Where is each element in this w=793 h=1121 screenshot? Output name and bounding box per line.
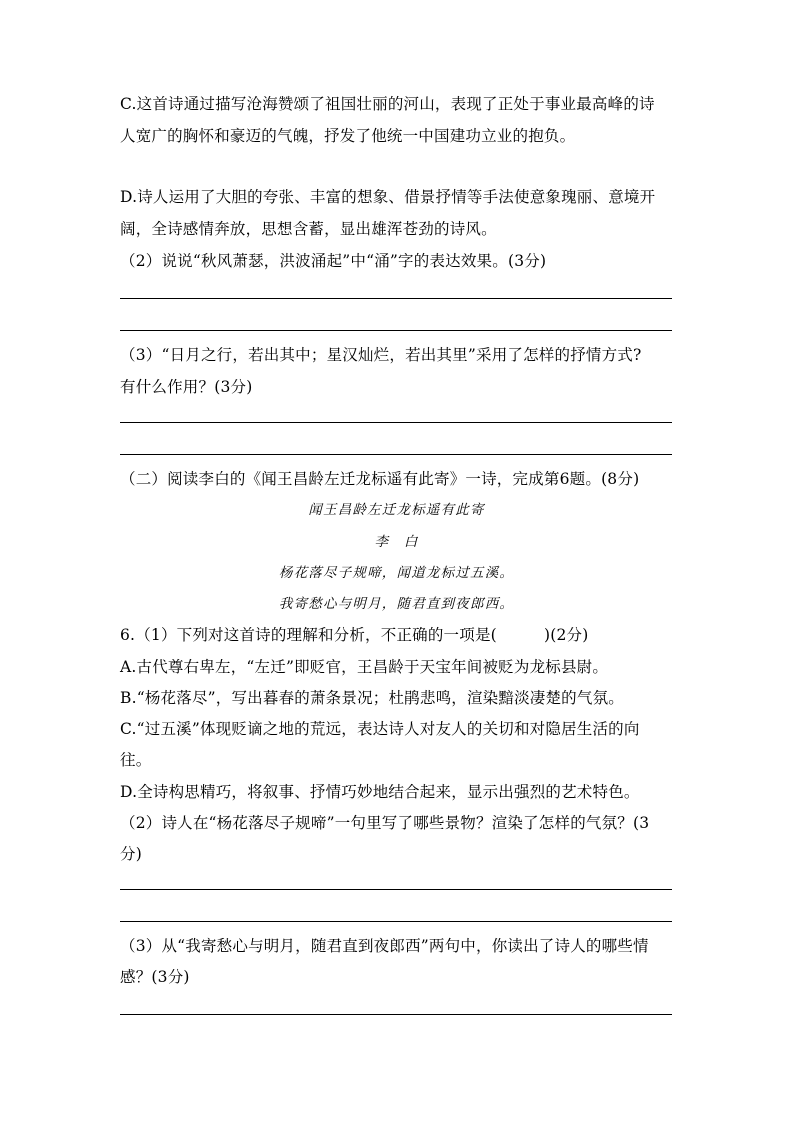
question-6-3-line-2: 感？(3分) xyxy=(120,968,190,986)
answer-line xyxy=(120,921,672,922)
option-d-line-2: 阔，全诗感情奔放，思想含蓄，显出雄浑苍劲的诗风。 xyxy=(120,220,497,238)
section-2-heading: （二）阅读李白的《闻王昌龄左迁龙标遥有此寄》一诗，完成第6题。(8分) xyxy=(120,470,640,488)
option-c-line-1: C.这首诗通过描写沧海赞颂了祖国壮丽的河山，表现了正处于事业最高峰的诗 xyxy=(120,95,655,113)
question-6-1-text: 6.（1）下列对这首诗的理解和分析，不正确的一项是( )(2分) xyxy=(120,626,589,644)
poem-author: 李 白 xyxy=(374,534,419,550)
poem-verse-1: 杨花落尽子规啼，闻道龙标过五溪。 xyxy=(278,565,515,581)
option-d: D.全诗构思精巧，将叙事、抒情巧妙地结合起来，显示出强烈的艺术特色。 xyxy=(120,783,640,801)
question-3-line-2: 有什么作用？(3分) xyxy=(120,378,253,396)
option-d-line-1: D.诗人运用了大胆的夸张、丰富的想象、借景抒情等手法使意象瑰丽、意境开 xyxy=(120,188,656,206)
poem-verse-2: 我寄愁心与明月，随君直到夜郎西。 xyxy=(278,596,515,612)
option-c-line-1: C.“过五溪”体现贬谪之地的荒远，表达诗人对友人的关切和对隐居生活的向 xyxy=(120,720,640,738)
answer-line xyxy=(120,298,672,299)
answer-line xyxy=(120,889,672,890)
option-c-line-2: 人宽广的胸怀和豪迈的气魄，抒发了他统一中国建功立业的抱负。 xyxy=(120,127,576,145)
poem-title: 闻王昌龄左迁龙标遥有此寄 xyxy=(308,502,485,518)
question-6-2-line-2: 分) xyxy=(120,845,142,863)
answer-line xyxy=(120,422,672,423)
option-c-line-2: 往。 xyxy=(120,751,152,769)
option-b: B.“杨花落尽”，写出暮春的萧条景况；杜鹃悲鸣，渲染黯淡凄楚的气氛。 xyxy=(120,689,624,707)
option-a: A.古代尊右卑左，“左迁”即贬官，王昌龄于天宝年间被贬为龙标县尉。 xyxy=(120,658,609,676)
question-6-3-line-1: （3）从“我寄愁心与明月，随君直到夜郎西”两句中，你读出了诗人的哪些情 xyxy=(120,937,649,955)
answer-line xyxy=(120,454,672,455)
answer-line xyxy=(120,1014,672,1015)
question-2-text: （2）说说“秋风萧瑟，洪波涌起”中“涌”字的表达效果。(3分) xyxy=(120,252,547,270)
answer-line xyxy=(120,330,672,331)
question-3-line-1: （3）“日月之行，若出其中；星汉灿烂，若出其里”采用了怎样的抒情方式? xyxy=(120,346,642,364)
question-6-2-line-1: （2）诗人在“杨花落尽子规啼”一句里写了哪些景物？渲染了怎样的气氛？(3 xyxy=(120,814,650,832)
